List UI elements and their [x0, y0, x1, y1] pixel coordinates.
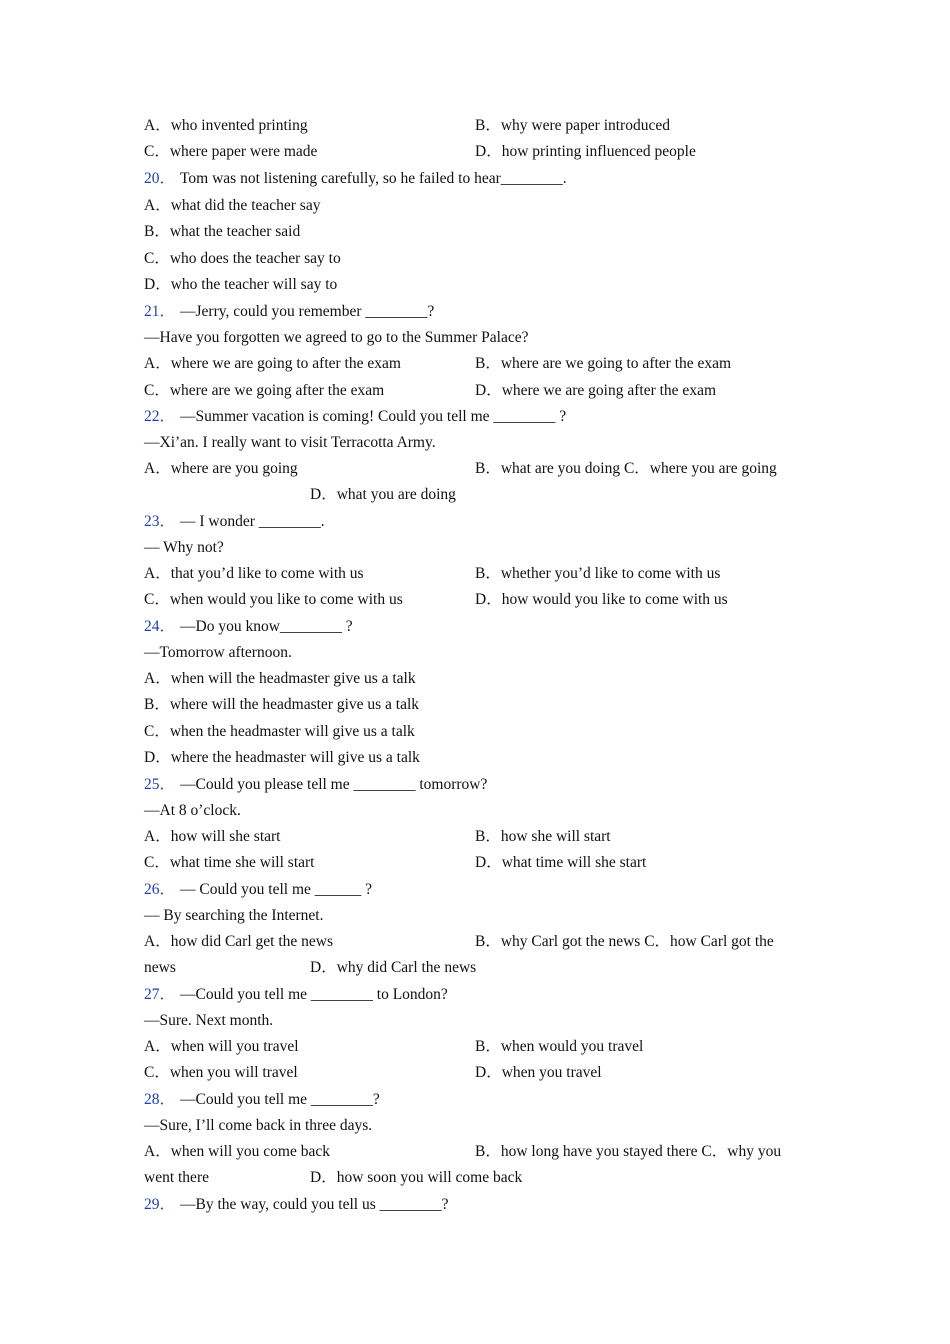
question-line [144, 302, 434, 322]
line-text: B．how long have you stayed there C．why you [475, 1143, 782, 1160]
text-line [144, 1037, 299, 1057]
line-text: A．when will you come back [144, 1143, 330, 1160]
text-line [475, 853, 646, 873]
line-text: A．where are you going [144, 460, 298, 477]
line-text: — I wonder ________. [180, 513, 325, 530]
line-text: B．when would you travel [475, 1038, 644, 1055]
text-line [475, 932, 774, 952]
text-line [144, 1142, 330, 1162]
line-text: — Could you tell me ______ ? [180, 881, 373, 898]
question-line [144, 1090, 380, 1110]
line-text: B．how she will start [475, 828, 611, 845]
text-line [144, 643, 292, 663]
text-line [144, 669, 416, 689]
text-line [144, 1063, 298, 1083]
line-text: B．what the teacher said [144, 223, 301, 240]
line-text: A．when will the headmaster give us a talk [144, 670, 416, 687]
line-text: C．when the headmaster will give us a talk [144, 723, 415, 740]
text-line [144, 906, 323, 926]
text-line [144, 958, 176, 978]
line-text: C．when would you like to come with us [144, 591, 403, 608]
line-text: B．why were paper introduced [475, 117, 670, 134]
line-text: D．who the teacher will say to [144, 276, 338, 293]
question-line [144, 985, 448, 1005]
line-text: —Sure. Next month. [144, 1012, 274, 1029]
line-text: —At 8 o’clock. [144, 802, 241, 819]
line-text: D．what time will she start [475, 854, 647, 871]
line-text: B．where will the headmaster give us a talk [144, 696, 420, 713]
line-text: news [144, 959, 176, 976]
text-line [144, 1116, 372, 1136]
text-line [144, 538, 224, 558]
line-text: — Why not? [144, 539, 224, 556]
line-text: —Could you tell me ________ to London? [180, 986, 448, 1003]
text-line [475, 1063, 602, 1083]
question-number: 20． [144, 170, 176, 187]
text-line [144, 196, 320, 216]
text-line [144, 381, 384, 401]
line-text: D．where the headmaster will give us a talk [144, 749, 420, 766]
line-text: C．what time she will start [144, 854, 315, 871]
question-number: 24． [144, 618, 176, 635]
text-line [144, 564, 364, 584]
text-line [475, 590, 728, 610]
text-line [144, 590, 403, 610]
line-text: B．what are you doing C．where you are going [475, 460, 777, 477]
question-line [144, 617, 353, 637]
question-number: 25． [144, 776, 176, 793]
text-line [144, 853, 314, 873]
text-line [144, 328, 529, 348]
line-text: —Summer vacation is coming! Could you tell me ________ ? [180, 408, 567, 425]
text-line [144, 354, 401, 374]
text-line [144, 275, 337, 295]
question-line [144, 512, 325, 532]
line-text: —Jerry, could you remember ________? [180, 303, 435, 320]
line-text: A．who invented printing [144, 117, 308, 134]
line-text: C．when you will travel [144, 1064, 298, 1081]
line-text: A．how will she start [144, 828, 281, 845]
text-line [475, 381, 716, 401]
text-line [144, 249, 341, 269]
text-line [310, 958, 476, 978]
line-text: — By searching the Internet. [144, 907, 324, 924]
question-number: 22． [144, 408, 176, 425]
question-number: 26． [144, 881, 176, 898]
line-text: C．where are we going after the exam [144, 382, 385, 399]
line-text: A．that you’d like to come with us [144, 565, 364, 582]
text-line [144, 433, 436, 453]
text-line [475, 142, 696, 162]
line-text: A．where we are going to after the exam [144, 355, 401, 372]
text-line [144, 827, 280, 847]
text-line [144, 142, 317, 162]
text-line [144, 116, 308, 136]
line-text: —Could you tell me ________? [180, 1091, 380, 1108]
text-line [475, 1142, 781, 1162]
text-line [144, 932, 333, 952]
question-number: 28． [144, 1091, 176, 1108]
line-text: A．what did the teacher say [144, 197, 321, 214]
text-line [144, 222, 300, 242]
line-text: B．where are we going to after the exam [475, 355, 732, 372]
line-text: D．when you travel [475, 1064, 602, 1081]
text-line [310, 485, 456, 505]
line-text: went there [144, 1169, 209, 1186]
line-text: —Xi’an. I really want to visit Terracotta Army. [144, 434, 436, 451]
text-line [144, 695, 419, 715]
text-line [475, 827, 611, 847]
text-line [144, 1168, 209, 1188]
line-text: D．what you are doing [310, 486, 456, 503]
text-line [475, 354, 731, 374]
question-line [144, 775, 487, 795]
line-text: D．where we are going after the exam [475, 382, 716, 399]
line-text: —Have you forgotten we agreed to go to the Summer Palace? [144, 329, 529, 346]
text-line [475, 1037, 643, 1057]
question-line [144, 1195, 449, 1215]
line-text: D．how soon you will come back [310, 1169, 523, 1186]
text-line [144, 748, 420, 768]
text-line [144, 722, 415, 742]
question-line [144, 407, 566, 427]
text-line [310, 1168, 522, 1188]
text-line [475, 116, 670, 136]
line-text: B．whether you’d like to come with us [475, 565, 721, 582]
line-text: —By the way, could you tell us ________? [180, 1196, 449, 1213]
line-text: A．when will you travel [144, 1038, 299, 1055]
line-text: —Tomorrow afternoon. [144, 644, 292, 661]
line-text: —Do you know________ ? [180, 618, 353, 635]
line-text: C．where paper were made [144, 143, 318, 160]
question-line [144, 880, 372, 900]
question-line [144, 169, 567, 189]
line-text: Tom was not listening carefully, so he failed to hear________. [180, 170, 567, 187]
question-number: 23． [144, 513, 176, 530]
question-number: 29． [144, 1196, 176, 1213]
question-number: 21． [144, 303, 176, 320]
text-line [475, 564, 720, 584]
line-text: —Sure, I’ll come back in three days. [144, 1117, 373, 1134]
line-text: C．who does the teacher say to [144, 250, 341, 267]
question-number: 27． [144, 986, 176, 1003]
line-text: D．why did Carl the news [310, 959, 477, 976]
line-text: D．how would you like to come with us [475, 591, 728, 608]
line-text: B．why Carl got the news C．how Carl got the [475, 933, 774, 950]
line-text: —Could you please tell me ________ tomorrow? [180, 776, 488, 793]
line-text: A．how did Carl get the news [144, 933, 333, 950]
text-line [144, 459, 298, 479]
line-text: D．how printing influenced people [475, 143, 696, 160]
text-line [144, 801, 241, 821]
text-line [144, 1011, 273, 1031]
text-line [475, 459, 777, 479]
